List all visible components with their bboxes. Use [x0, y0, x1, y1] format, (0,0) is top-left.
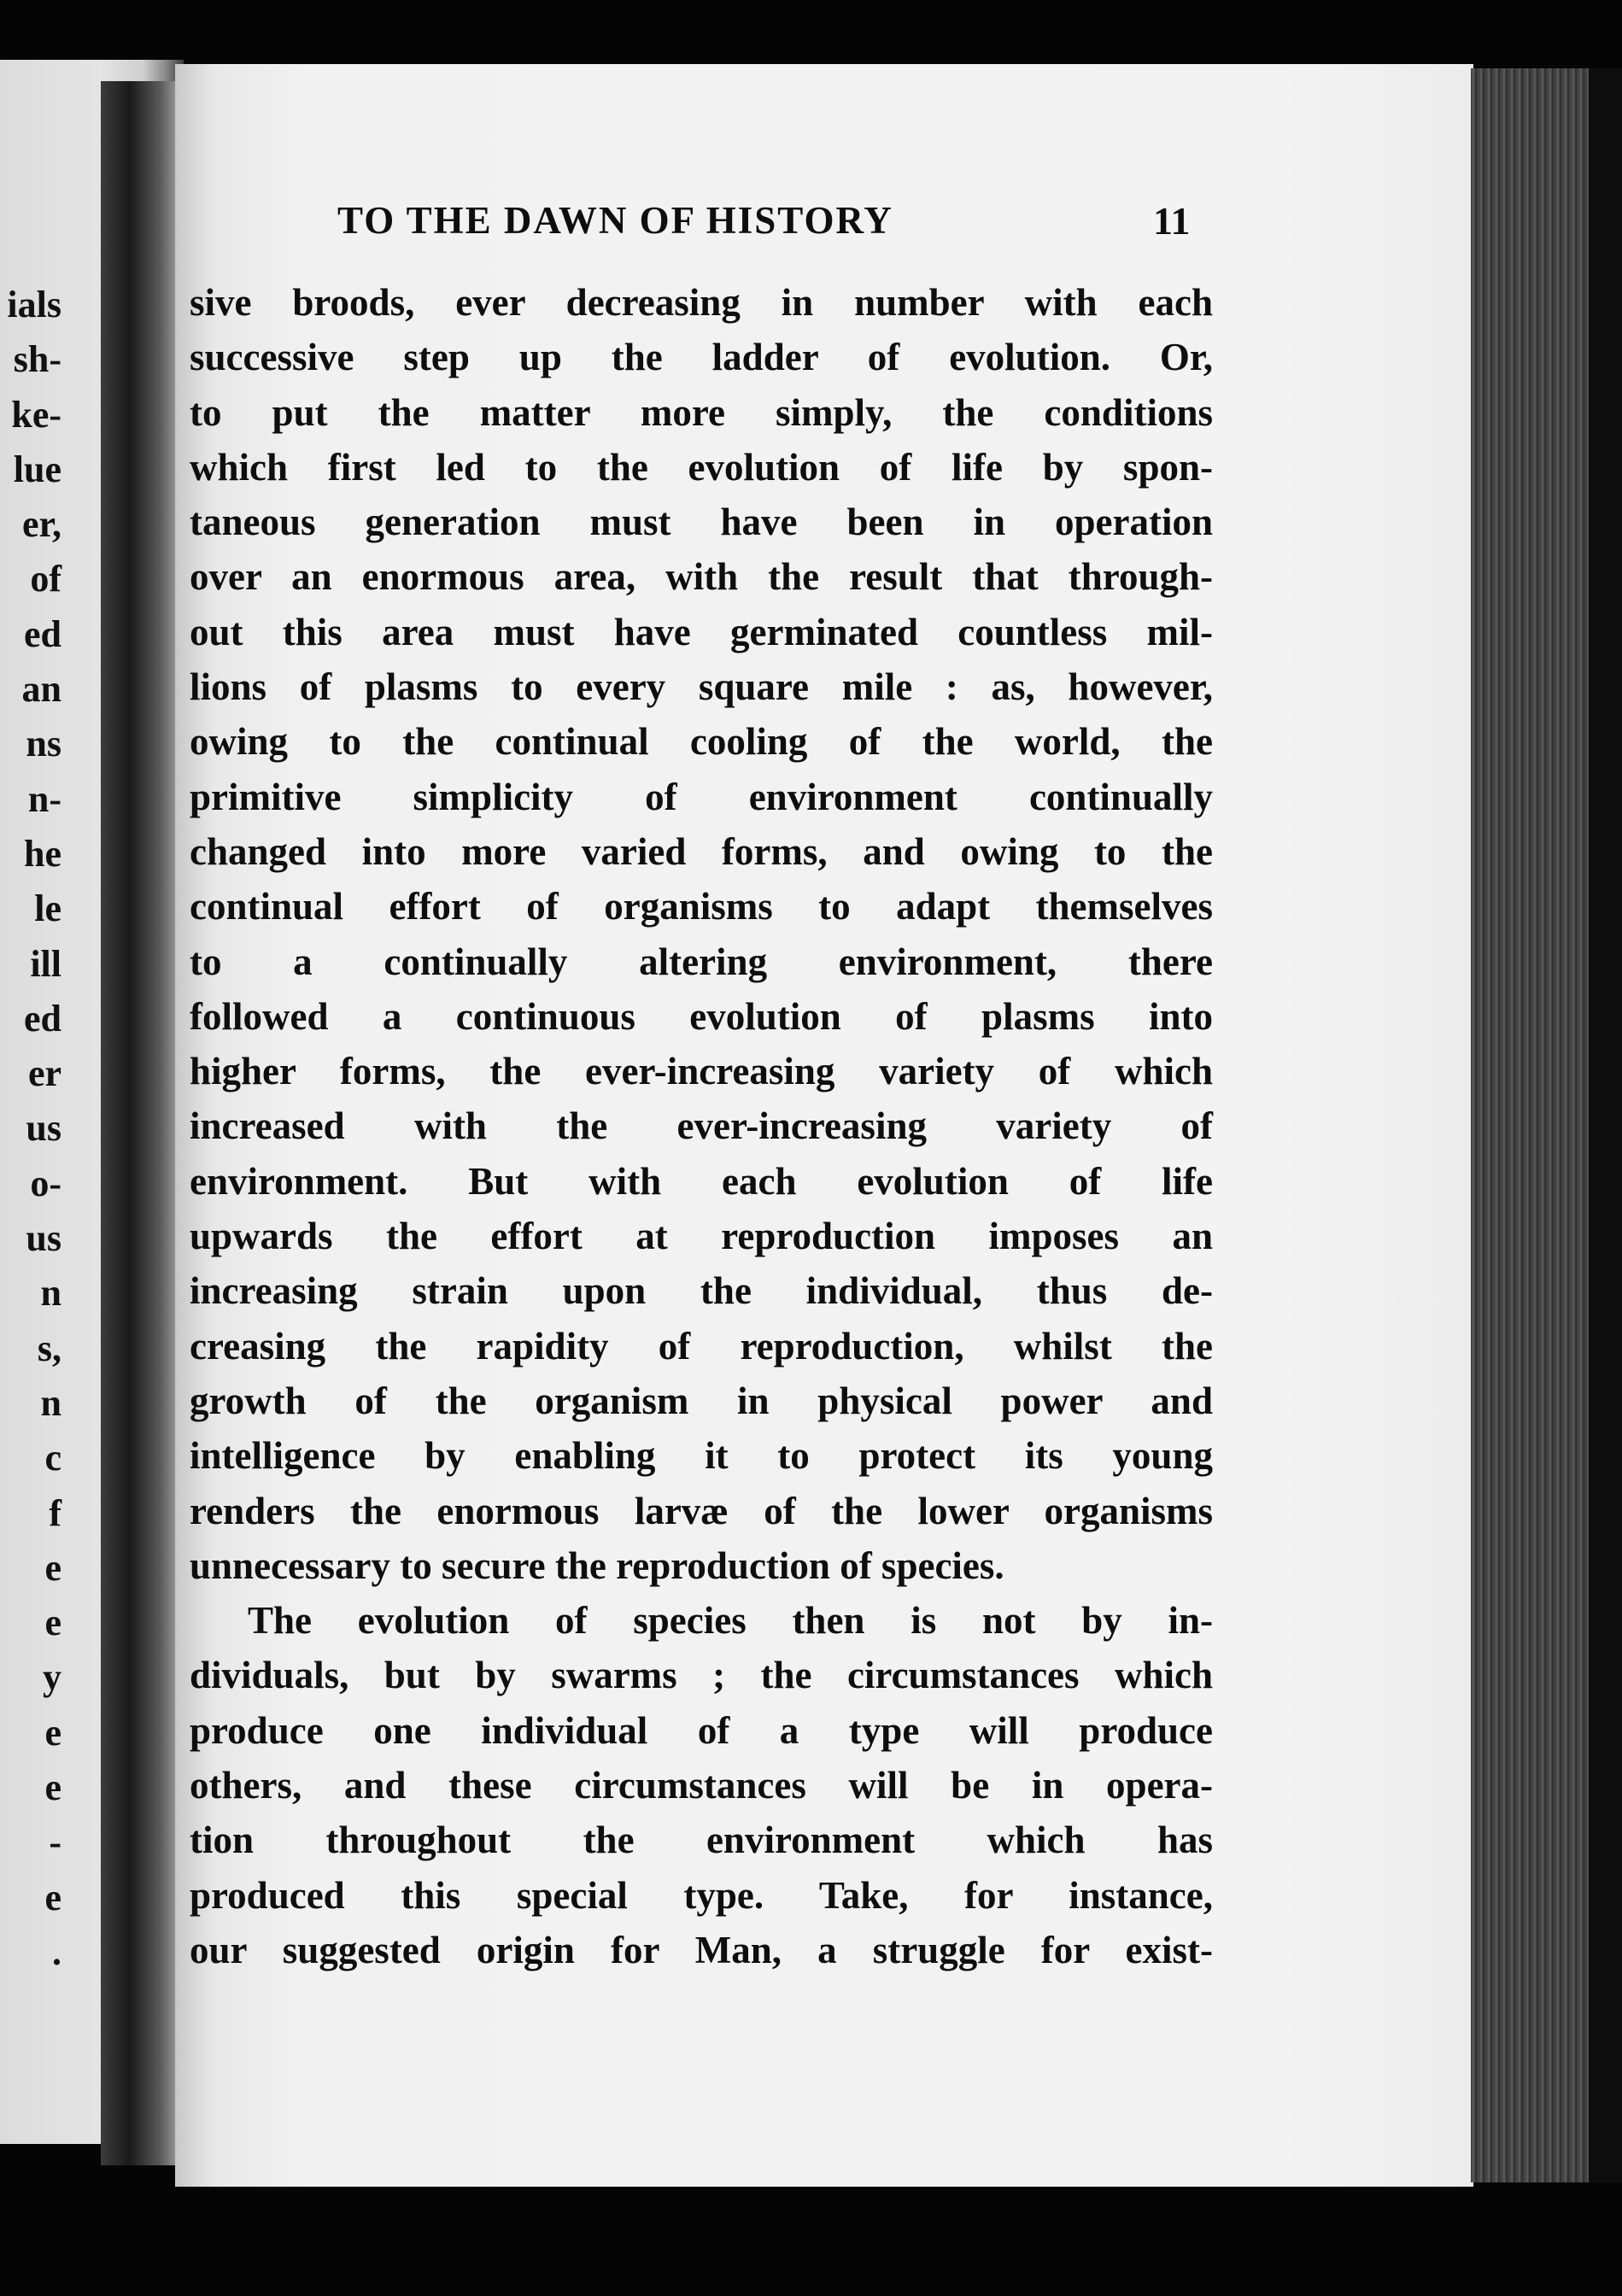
left-page-fragment: sh- [13, 338, 61, 381]
left-page-fragment: e [44, 1876, 61, 1918]
text-line: higher forms, the ever-increasing variety of which [190, 1050, 1213, 1093]
fore-edge-shadow [1589, 68, 1622, 2182]
left-page-fragment: lue [13, 448, 61, 490]
left-page-text-fragments [0, 278, 61, 1980]
text-line: intelligence by enabling it to protect its young [190, 1434, 1213, 1478]
left-page-fragment: ials [7, 284, 61, 325]
left-page-fragment: n- [27, 777, 61, 820]
text-line: The evolution of species then is not by in- [248, 1599, 1213, 1643]
text-line: out this area must have germinated countless mil- [190, 610, 1213, 653]
left-page-fragment: le [34, 887, 61, 930]
left-page-fragment: er [27, 1052, 61, 1095]
left-page-fragment: e [44, 1711, 61, 1754]
left-page-fragment: e [44, 1602, 61, 1644]
left-page-fragment: s, [37, 1327, 61, 1369]
text-line: continual effort of organisms to adapt themselves [190, 885, 1213, 928]
text-line: growth of the organism in physical power and [190, 1379, 1213, 1422]
left-page-fragment: . [52, 1930, 61, 1973]
text-line: followed a continuous evolution of plasms into [190, 994, 1213, 1038]
text-line: environment. But with each evolution of life [190, 1159, 1213, 1203]
left-page-fragment: of [30, 558, 61, 600]
running-head-title: TO THE DAWN OF HISTORY [337, 199, 893, 242]
text-line: sive broods, ever decreasing in number with each [190, 281, 1213, 324]
text-line: to put the matter more simply, the conditions [190, 390, 1213, 434]
text-line: to a continually altering environment, there [190, 940, 1213, 983]
left-page-fragment: us [26, 1217, 61, 1260]
text-line: upwards the effort at reproduction imposes an [190, 1215, 1213, 1258]
left-page-fragment: n [40, 1381, 61, 1424]
left-page-fragment: ed [24, 997, 61, 1040]
left-page-fragment: c [44, 1437, 61, 1479]
left-page-fragment: ill [30, 942, 61, 985]
page-fore-edge [1471, 68, 1599, 2182]
left-page-fragment: y [43, 1656, 61, 1699]
left-page-fragment: ns [26, 723, 61, 765]
text-line: unnecessary to secure the reproduction of species. [190, 1543, 1004, 1587]
text-line: our suggested origin for Man, a struggle for exist- [190, 1928, 1213, 1971]
text-line: over an enormous area, with the result that through- [190, 555, 1213, 599]
text-line: which first led to the evolution of life by spon- [190, 445, 1213, 489]
left-page-fragment: er, [21, 503, 61, 546]
left-page-fragment: ed [24, 612, 61, 655]
left-page-fragment: an [21, 668, 61, 711]
text-line: increasing strain upon the individual, thus de- [190, 1269, 1213, 1313]
running-head [337, 198, 1192, 249]
text-line: taneous generation must have been in operation [190, 501, 1213, 544]
left-page-fragment: f [49, 1491, 61, 1534]
left-page-fragment: n [40, 1272, 61, 1315]
body-text [190, 275, 1213, 1977]
text-line: increased with the ever-increasing variety of [190, 1104, 1213, 1148]
text-line: others, and these circumstances will be in opera- [190, 1764, 1213, 1807]
text-line: tion throughout the environment which has [190, 1819, 1213, 1862]
text-line: lions of plasms to every square mile : as, however, [190, 665, 1213, 709]
left-page-fragment: us [26, 1107, 61, 1150]
text-line: produce one individual of a type will produce [190, 1708, 1213, 1752]
left-page-fragment: he [24, 832, 61, 875]
text-line: successive step up the ladder of evolution. Or, [190, 336, 1213, 379]
text-line: primitive simplicity of environment continually [190, 775, 1213, 818]
text-line: dividuals, but by swarms ; the circumstances which [190, 1654, 1213, 1697]
text-line: produced this special type. Take, for instance, [190, 1873, 1213, 1917]
text-line: changed into more varied forms, and owing to the [190, 829, 1213, 873]
left-page-fragment: - [49, 1821, 61, 1864]
page-number: 11 [1153, 199, 1191, 243]
left-page-fragment: ke- [11, 393, 61, 436]
text-line: renders the enormous larvæ of the lower organisms [190, 1489, 1213, 1532]
text-line: creasing the rapidity of reproduction, whilst the [190, 1324, 1213, 1368]
left-page-fragment: e [44, 1766, 61, 1809]
left-page-fragment: o- [30, 1162, 61, 1204]
text-line: owing to the continual cooling of the world, the [190, 720, 1213, 764]
left-page-fragment: e [44, 1546, 61, 1589]
